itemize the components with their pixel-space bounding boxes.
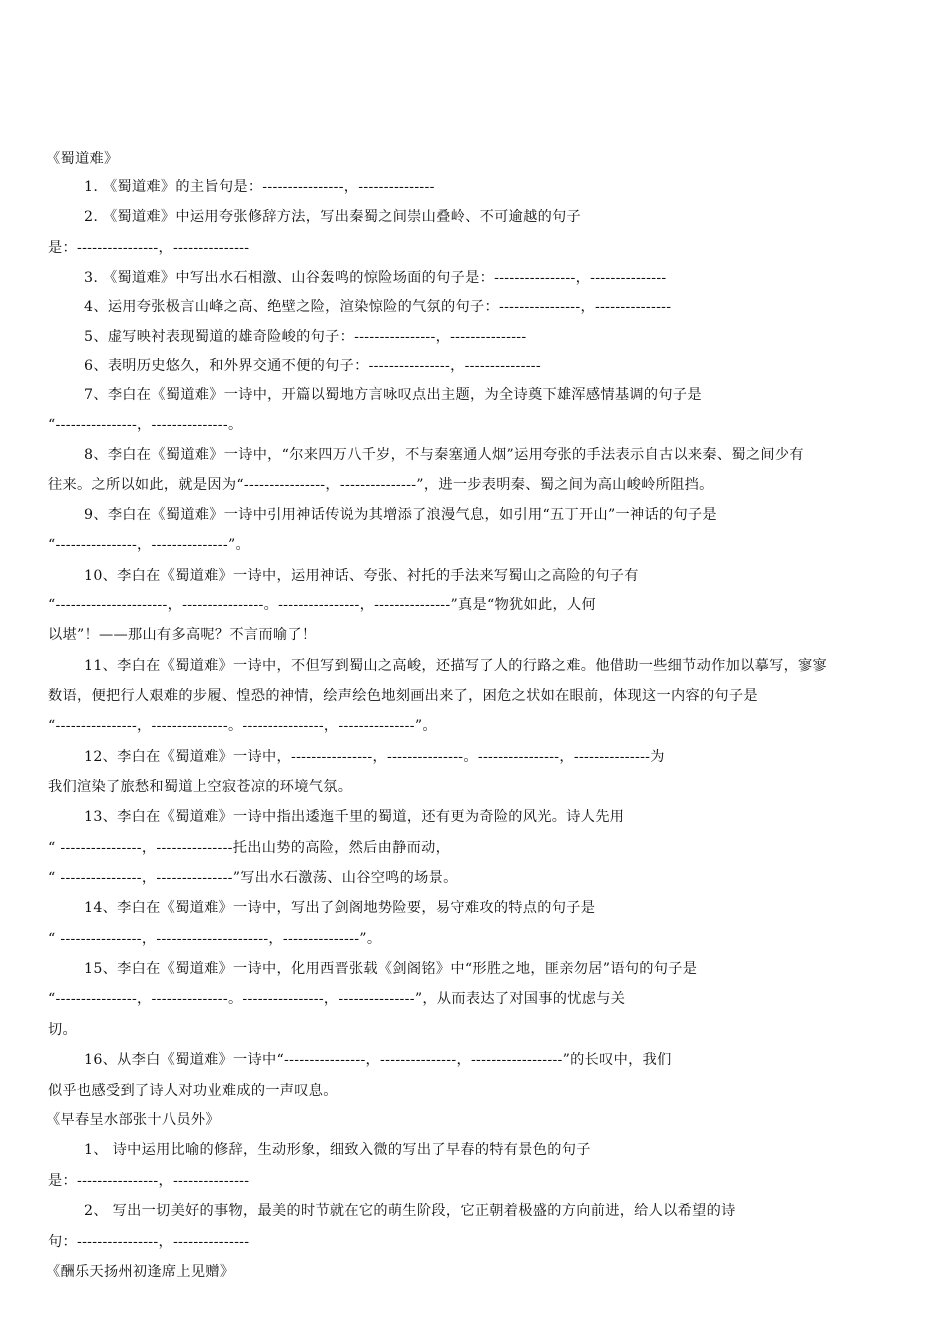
question-line: “----------------，---------------”。 (48, 537, 250, 553)
question-line: “----------------，---------------。----------------，---------------”。 (48, 718, 437, 734)
question-line: 2、 写出一切美好的事物，最美的时节就在它的萌生阶段，它正朝着极盛的方向前进，给人以希望的诗 (84, 1203, 736, 1219)
question-line: 往来。之所以如此，就是因为“----------------，---------------”，进一步表明秦、蜀之间为高山峻岭所阻挡。 (48, 477, 714, 493)
question-line: 我们渲染了旅愁和蜀道上空寂苍凉的环境气氛。 (48, 779, 353, 795)
question-line: 1. 《蜀道难》的主旨句是：----------------，--------------- (84, 179, 435, 195)
question-line: “----------------------，----------------。----------------，---------------”真是“物犹如此，人何 (48, 597, 596, 613)
question-line: 11、李白在《蜀道难》一诗中，不但写到蜀山之高峻，还描写了人的行路之难。他借助一些细节动作加以摹写，寥寥 (84, 658, 828, 674)
question-line: 3. 《蜀道难》中写出水石相激、山谷轰鸣的惊险场面的句子是：----------------，--------------- (84, 270, 667, 286)
question-line: 8、李白在《蜀道难》一诗中，“尔来四万八千岁，不与秦塞通人烟”运用夸张的手法表示自古以来秦、蜀之间少有 (84, 447, 804, 463)
question-line: “ ----------------，---------------托出山势的高险，然后由静而动， (48, 840, 451, 856)
question-line: 6、表明历史悠久，和外界交通不便的句子：----------------，--------------- (84, 358, 541, 374)
question-line: “ ----------------，---------------”写出水石激荡、山谷空鸣的场景。 (48, 870, 458, 886)
question-line: 12、李白在《蜀道难》一诗中，----------------，---------------。----------------，---------------为 (84, 749, 665, 765)
section-title-zaochun: 《早春呈水部张十八员外》 (46, 1112, 220, 1128)
question-line: 句：----------------，--------------- (48, 1234, 250, 1250)
question-line: “----------------，---------------。----------------，---------------”，从而表达了对国事的忧虑与关 (48, 991, 626, 1007)
question-line: “ ----------------，----------------------，---------------”。 (48, 931, 382, 947)
question-line: 1、 诗中运用比喻的修辞，生动形象，细致入微的写出了早春的特有景色的句子 (84, 1142, 591, 1158)
section-title-shudaonan: 《蜀道难》 (46, 151, 119, 167)
question-line: 以堪”！——那山有多高呢？不言而喻了！ (48, 627, 317, 643)
question-line: 是：----------------，--------------- (48, 240, 250, 256)
question-line: “----------------，---------------。 (48, 417, 243, 433)
question-line: 切。 (48, 1022, 77, 1038)
question-line: 7、李白在《蜀道难》一诗中，开篇以蜀地方言咏叹点出主题，为全诗奠下雄浑感情基调的句子是 (84, 387, 702, 403)
question-line: 10、李白在《蜀道难》一诗中，运用神话、夸张、衬托的手法来写蜀山之高险的句子有 (84, 568, 639, 584)
question-line: 14、李白在《蜀道难》一诗中，写出了剑阁地势险要，易守难攻的特点的句子是 (84, 900, 596, 916)
question-line: 似乎也感受到了诗人对功业难成的一声叹息。 (48, 1083, 338, 1099)
question-line: 4、运用夸张极言山峰之高、绝壁之险，渲染惊险的气氛的句子：----------------，--------------- (84, 299, 672, 315)
question-line: 16、从李白《蜀道难》一诗中“----------------，---------------，------------------”的长叹中，我们 (84, 1052, 672, 1068)
question-line: 9、李白在《蜀道难》一诗中引用神话传说为其增添了浪漫气息，如引用“五丁开山”一神话的句子是 (84, 507, 717, 523)
question-line: 5、虚写映衬表现蜀道的雄奇险峻的句子：----------------，--------------- (84, 329, 527, 345)
question-line: 数语，便把行人艰难的步履、惶恐的神情，绘声绘色地刻画出来了，困危之状如在眼前，体现这一内容的句子是 (48, 688, 758, 704)
question-line: 13、李白在《蜀道难》一诗中指出逶迤千里的蜀道，还有更为奇险的风光。诗人先用 (84, 809, 625, 825)
question-line: 2. 《蜀道难》中运用夸张修辞方法，写出秦蜀之间崇山叠岭、不可逾越的句子 (84, 209, 582, 225)
question-line: 是：----------------，--------------- (48, 1173, 250, 1189)
question-line: 15、李白在《蜀道难》一诗中，化用西晋张载《剑阁铭》中“形胜之地，匪亲勿居”语句的句子是 (84, 961, 698, 977)
section-title-chou-letian: 《酬乐天扬州初逢席上见赠》 (46, 1264, 235, 1280)
